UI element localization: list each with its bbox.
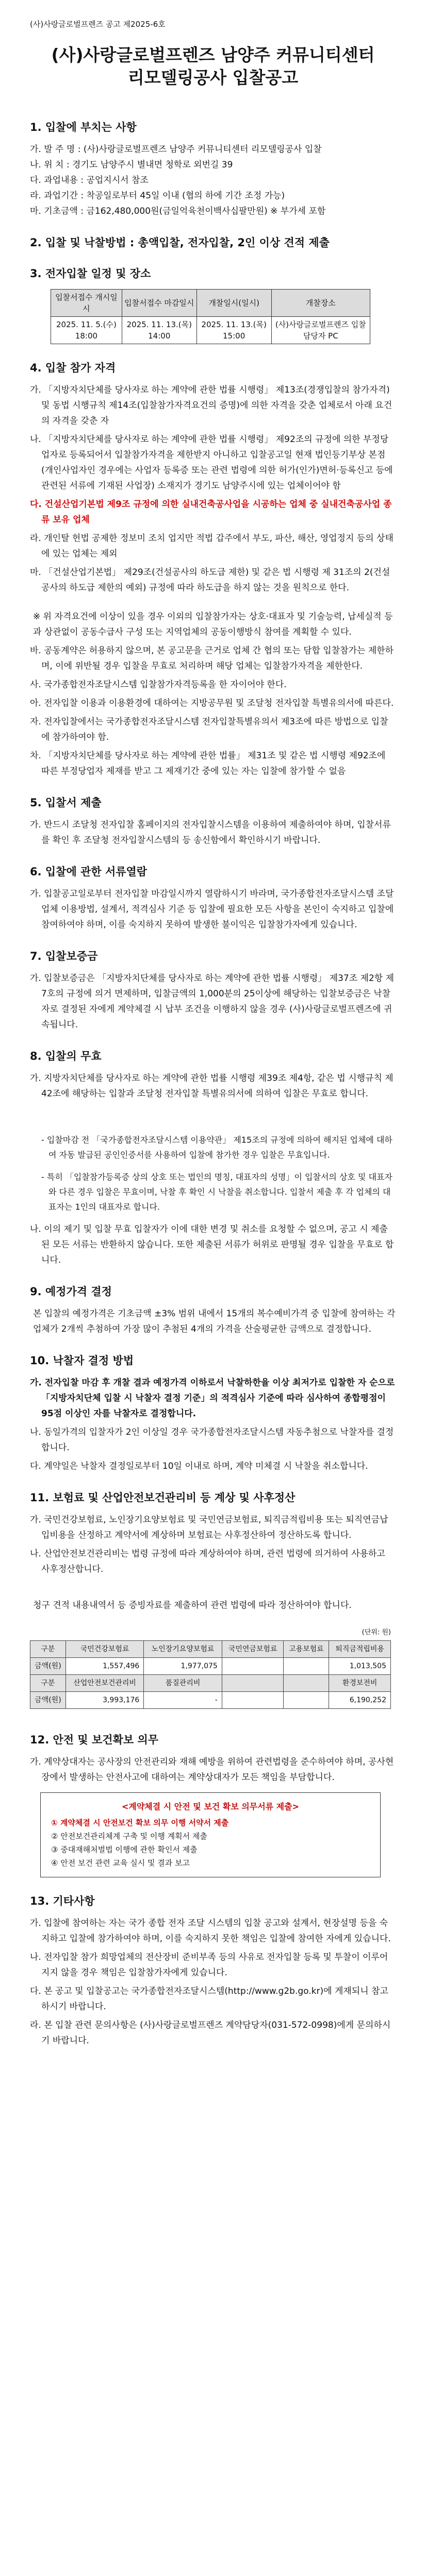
- amount-header: [284, 1675, 329, 1692]
- insurance-cost-table: [30, 1640, 391, 1709]
- section-6-heading: 6. 입찰에 관한 서류열람: [30, 866, 148, 878]
- s8-item: 나. 이의 제기 및 입찰 무효 입찰자가 이에 대한 변경 및 취소를 요청할 수 없으며, 공고 시 제출된 모든 서류는 반환하지 않습니다. 또한 제출된 서류가 허위로 판명될 경우 입찰을 무효로 합니다.: [30, 1224, 394, 1265]
- s5-item: 가. 반드시 조달청 전자입찰 홈페이지의 전자입찰시스템을 이용하여 제출하여야 하며, 입찰서류를 확인 후 조달청 전자입찰시스템의 등 송신함에서 확인하시기 바랍니다.: [30, 820, 391, 845]
- schedule-header: 개찰장소: [271, 290, 370, 317]
- s13-item: 가. 입찰에 참여하는 자는 국가 종합 전자 조달 시스템의 입찰 공고와 설계서, 현장설명 등을 숙지하고 입찰에 참가하여야 하며, 이를 숙지하지 못한 책임은 입찰에 참여한 자에게 있습니다.: [30, 1918, 391, 1944]
- s4-item: 아. 전자입찰 이용과 이용환경에 대하여는 지방공무원 및 조달청 전자입찰 특별유의서에 따른다.: [30, 698, 394, 708]
- amount-cell: [284, 1658, 329, 1675]
- amount-cell: [284, 1692, 329, 1709]
- unit-label: (단위: 원): [362, 1629, 391, 1636]
- amount-header: 노인장기요양보험료: [144, 1641, 222, 1658]
- s1-item: 라. 과업기간 : 착공일로부터 45일 이내 (협의 하에 기간 조정 가능): [30, 191, 285, 201]
- s8-note: - 특히 「입찰참가등록증 상의 상호 또는 법인의 명칭, 대표자의 성명」이 입찰서의 상호 및 대표자와 다른 경우 입찰은 무효이며, 낙찰 후 확인 시 낙찰을 취소합니다. 입찰서 제출 후 각 업체의 대표자는 1인의 대표자로 합니다.: [41, 1172, 392, 1212]
- s1-item: 나. 위 치 : 경기도 남양주시 별내면 청학로 외번길 39: [30, 160, 233, 170]
- section-13-heading: 13. 기타사항: [30, 1895, 95, 1907]
- s1-item: 다. 과업내용 : 공업지시서 참조: [30, 175, 149, 185]
- bid-schedule-table: [51, 289, 370, 344]
- amount-header: 환경보전비: [329, 1675, 391, 1692]
- amount-row-label: 금액(원): [30, 1692, 66, 1709]
- s1-item: 가. 발 주 명 : (사)사랑글로벌프렌즈 남양주 커뮤니티센터 리모델링공사 입찰: [30, 144, 322, 155]
- amount-header: [222, 1675, 284, 1692]
- section-4-heading: 4. 입찰 참가 자격: [30, 362, 116, 374]
- section-12-heading: 12. 안전 및 보건확보 의무: [30, 1734, 159, 1746]
- amount-cell: 6,190,252: [329, 1692, 391, 1709]
- s10-item: 나. 동일가격의 입찰자가 2인 이상일 경우 국가종합전자조달시스템 자동추첨으로 낙찰자를 결정합니다.: [30, 1427, 394, 1453]
- s4-tail-note: ※ 위 자격요건에 이상이 있을 경우 이외의 입찰참가자는 상호·대표자 및 기술능력, 납세실적 등과 상관없이 공동수급사 구성 또는 지역업체의 공동이행방식 참여를 계획할 수 있다.: [33, 612, 393, 637]
- s4-item: 마. 「건설산업기본법」 제29조(건설공사의 하도급 제한) 및 같은 법 시행령 제 31조의 2(건설공사의 하도급 제한의 예외) 규정에 따라 하도급을 하지 않는 것을 원칙으로 한다.: [30, 567, 390, 593]
- section-3-heading: 3. 전자입찰 일정 및 장소: [30, 267, 151, 280]
- amount-cell: -: [144, 1692, 222, 1709]
- safety-box-row: ① 계약체결 시 안전보건 확보 의무 이행 서약서 제출: [51, 1818, 229, 1827]
- s6-item: 가. 입찰공고일로부터 전자입찰 마감일시까지 열람하시기 바라며, 국가종합전자조달시스템 조달업체 이용방법, 설계서, 적격심사 기준 등 입찰에 필요한 모든 사항을 본인이 숙지하고 입찰에 참여하여야 하며, 이를 숙지하지 못하여 발생한 불이익은 입찰참가자에게 있습니다.: [30, 889, 394, 930]
- s4-item-highlight: 다. 건설산업기본법 제9조 규정에 의한 실내건축공사업을 시공하는 업체 중 실내건축공사업 종류 보유 업체: [30, 499, 392, 525]
- s10-item: 가. 전자입찰 마감 후 개찰 결과 예정가격 이하로서 낙찰하한율 이상 최저가로 입찰한 자 순으로 「지방자치단체 입찰 시 낙찰자 결정 기준」의 적격심사 기준에 따라 심사하여 종합평점이 95점 이상인 자를 낙찰자로 결정합니다.: [30, 1378, 395, 1419]
- section-9-heading: 9. 예정가격 결정: [30, 1285, 112, 1298]
- section-8-heading: 8. 입찰의 무효: [30, 1050, 102, 1062]
- amount-header: 국민연금보험료: [222, 1641, 284, 1658]
- s4-item: 자. 전자입찰에서는 국가종합전자조달시스템 전자입찰특별유의서 제3조에 따른 방법으로 입찰에 참가하여야 함.: [30, 717, 388, 742]
- s4-item: 가. 「지방자치단체를 당사자로 하는 계약에 관한 법률 시행령」 제13조(경쟁입찰의 참가자격) 및 동법 시행규칙 제14조(입찰참가자격요건의 증명)에 의한 자격을 갖춘 업체로서 아래 요건의 자격을 갖춘 자: [30, 385, 392, 426]
- amount-header: 국민건강보험료: [65, 1641, 143, 1658]
- safety-box-row: ③ 중대재해처벌법 이행에 관한 확인서 제출: [51, 1845, 198, 1854]
- s7-item: 가. 입찰보증금은 「지방자치단체를 당사자로 하는 계약에 관한 법률 시행령」 제37조 제2항 제7호의 규정에 의거 면제하며, 입찰금액의 1,000분의 25이상에 해당하는 입찰보증금은 낙찰자로 결정된 자에게 계약체결 시 납부 조건을 이행하지 않을 경우 (사)사랑글로벌프렌즈에 귀속됩니다.: [30, 973, 395, 1030]
- safety-box-title: <계약체결 시 안전 및 보건 확보 의무서류 제출>: [121, 1802, 299, 1811]
- s13-item: 다. 본 공고 및 입찰공고는 국가종합전자조달시스템(http://www.g2b.go.kr)에 게재되니 참고하시기 바랍니다.: [30, 1986, 388, 2012]
- s11-caption: 청구 견적 내용내역서 등 증빙자료를 제출하여 관련 법령에 따라 정산하여야 합니다.: [33, 1600, 352, 1611]
- amount-cell: 3,993,176: [65, 1692, 143, 1709]
- s4-item: 나. 「지방자치단체를 당사자로 하는 계약에 관한 법률 시행령」 제92조의 규정에 의한 부정당업자로 등록되어서 입찰참가자격을 제한받지 아니하고 입찰공고일 현재 법인등기부상 본점(개인사업자인 경우에는 사업자 등록증 또는 관련 법령에 의한 허가(인가)면허·등록신고 등에 관련된 서류에 기재된 사업장) 소재지가 경기도 남양주시에 있는 업체이어야 함: [30, 434, 393, 491]
- amount-cell: 1,977,075: [144, 1658, 222, 1675]
- title-line-1: (사)사랑글로벌프렌즈 남양주 커뮤니티센터: [51, 45, 375, 65]
- section-2-heading: 2. 입찰 및 낙찰방법 : 총액입찰, 전자입찰, 2인 이상 견적 제출: [30, 236, 330, 249]
- schedule-cell: 2025. 11. 13.(목) 14:00: [122, 317, 196, 344]
- s8-item: 가. 지방자치단체를 당사자로 하는 계약에 관한 법률 시행령 제39조 제4항, 같은 법 시행규칙 제42조에 해당하는 입찰과 조달청 전자입찰 특별유의서에 의하여 입찰은 무효로 합니다.: [30, 1073, 394, 1099]
- safety-box-row: ② 안전보건관리체계 구축 및 이행 계획서 제출: [51, 1832, 207, 1841]
- s12-item: 가. 계약상대자는 공사장의 안전관리와 재해 예방을 위하여 관련법령을 준수하여야 하며, 공사현장에서 발생하는 안전사고에 대하여는 계약상대자가 모든 책임을 부담합니다.: [30, 1757, 394, 1783]
- schedule-cell: (사)사랑글로벌프렌즈 입찰담당자 PC: [271, 317, 370, 344]
- amount-cell: [222, 1692, 284, 1709]
- amount-row-label: 구분: [30, 1675, 66, 1692]
- notice-title: [30, 44, 396, 89]
- s8-note: - 입찰마감 전 「국가종합전자조달시스템 이용약관」 제15조의 규정에 의하여 해지된 업체에 대하여 자동 발급된 공인인증서를 사용하여 입찰에 참가한 경우 입찰은 무효입니다.: [41, 1135, 392, 1160]
- amount-cell: 1,013,505: [329, 1658, 391, 1675]
- s4-item: 차. 「지방자치단체를 당사자로 하는 계약에 관한 법률」 제31조 및 같은 법 시행령 제92조에 따른 부정당업자 제재를 받고 그 제재기간 중에 있는 자는 입찰에 참가할 수 없음: [30, 751, 386, 776]
- s11-item: 나. 산업안전보건관리비는 법령 규정에 따라 계상하여야 하며, 관련 법령에 의거하여 사용하고 사후정산합니다.: [30, 1549, 385, 1574]
- s11-item: 가. 국민건강보험료, 노인장기요양보험료 및 국민연금보험료, 퇴직금적립비용 또는 퇴직연금납입비용을 산정하고 계약서에 계상하며 보험료는 사후정산하여 정산하도록 합니다.: [30, 1515, 388, 1540]
- notice-number: (사)사랑글로벌프렌즈 공고 제2025-6호: [30, 20, 166, 29]
- amount-header: 퇴직금적립비용: [329, 1641, 391, 1658]
- schedule-header: 입찰서접수 개시일시: [51, 290, 122, 317]
- schedule-header: 입찰서접수 마감일시: [122, 290, 196, 317]
- s1-item: 마. 기초금액 : 금162,480,000원(금일억육천이백사십팔만원) ※ 부가세 포함: [30, 206, 326, 216]
- s4-item: 라. 개인탈 헌법 공제한 정보미 조치 업지만 적법 갑주에서 부도, 파산, 해산, 영업정지 등의 상태에 있는 업체는 제외: [30, 533, 394, 559]
- s4-item: 사. 국가종합전자조달시스템 입찰참가자격등록을 한 자이어야 한다.: [30, 680, 287, 690]
- section-11-heading: 11. 보험료 및 산업안전보건관리비 등 계상 및 사후정산: [30, 1492, 296, 1504]
- title-line-2: 리모델링공사 입찰공고: [127, 67, 299, 88]
- s13-item: 라. 본 입찰 관련 문의사항은 (사)사랑글로벌프렌즈 계약담당자(031-572-0998)에게 문의하시기 바랍니다.: [30, 2020, 391, 2046]
- s13-item: 나. 전자입찰 참가 희망업체의 전산장비 준비부족 등의 사유로 전자입찰 등록 및 투찰이 이루어지지 않을 경우 책임은 입찰참가자에게 있습니다.: [30, 1952, 388, 1978]
- s4-item: 바. 공동계약은 허용하지 않으며, 본 공고문을 근거로 업체 간 협의 또는 담합 입찰참가는 제한하며, 이에 위반될 경우 입찰을 무효로 처리하며 해당 업체는 입찰참가자격을 제한한다.: [30, 646, 394, 671]
- amount-header: 고용보험료: [284, 1641, 329, 1658]
- amount-header: 품질관리비: [144, 1675, 222, 1692]
- s9-text: 본 입찰의 예정가격은 기초금액 ±3% 범위 내에서 15개의 복수예비가격 중 입찰에 참여하는 각 업체가 2개씩 추첨하여 가장 많이 추첨된 4개의 가격을 산술평균한 금액으로 결정합니다.: [33, 1309, 396, 1334]
- schedule-cell: 2025. 11. 13.(목) 15:00: [196, 317, 271, 344]
- safety-obligation-box: [40, 1792, 381, 1877]
- s10-item: 다. 계약일은 낙찰자 결정일로부터 10일 이내로 하며, 계약 미체결 시 낙찰을 취소합니다.: [30, 1461, 368, 1471]
- section-7-heading: 7. 입찰보증금: [30, 950, 98, 962]
- section-5-heading: 5. 입찰서 제출: [30, 796, 102, 809]
- amount-row-label: 금액(원): [30, 1658, 66, 1675]
- amount-cell: 1,557,496: [65, 1658, 143, 1675]
- section-10-heading: 10. 낙찰자 결정 방법: [30, 1354, 134, 1367]
- section-1-heading: 1. 입찰에 부치는 사항: [30, 121, 137, 133]
- safety-box-row: ④ 안전 보건 관련 교육 실시 및 결과 보고: [51, 1858, 190, 1868]
- schedule-header: 개찰일시(일시): [196, 290, 271, 317]
- amount-header: 산업안전보건관리비: [65, 1675, 143, 1692]
- schedule-cell: 2025. 11. 5.(수) 18:00: [51, 317, 122, 344]
- amount-cell: [222, 1658, 284, 1675]
- amount-header: 구분: [30, 1641, 66, 1658]
